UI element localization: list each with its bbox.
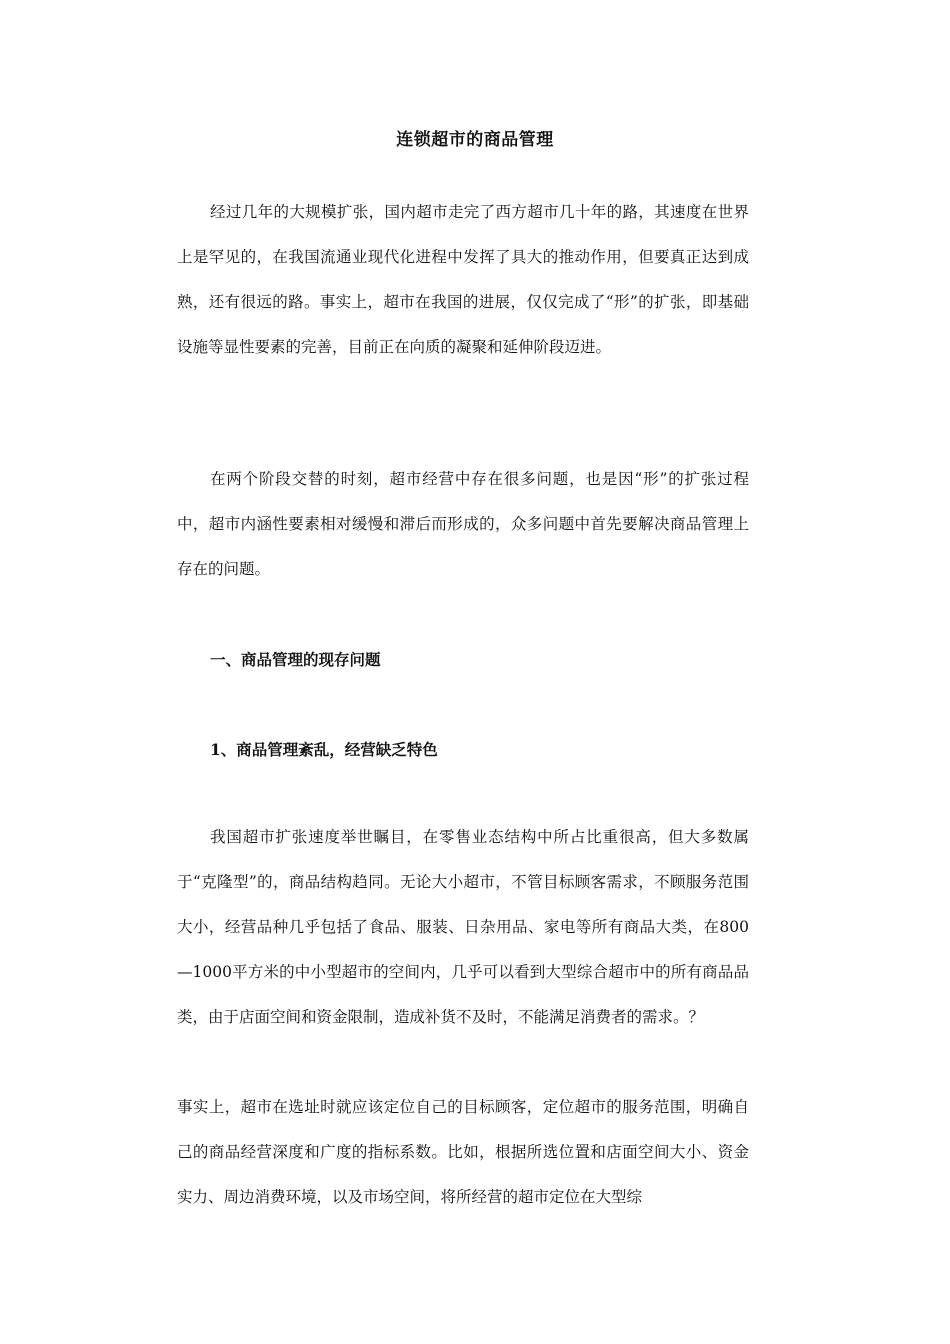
paragraph-transition: 在两个阶段交替的时刻，超市经营中存在很多问题，也是因“形”的扩张过程中，超市内涵性要素相对缓慢和滞后而形成的，众多问题中首先要解决商品管理上存在的问题。: [177, 470, 749, 578]
paragraph-expansion: 经过几年的大规模扩张，国内超市走完了西方超市几十年的路，其速度在世界上是罕见的，在我国流通业现代化进程中发挥了具大的推动作用，但要真正达到成熟，还有很远的路。事实上，超市在我国的进展，仅仅完成了“形”的扩张，即基础设施等显性要素的完善，目前正在向质的凝聚和延伸阶段迈进。: [177, 203, 749, 356]
section-heading: 一、商品管理的现存问题: [210, 650, 381, 669]
subsection-heading: 1、商品管理紊乱，经营缺乏特色: [210, 740, 438, 759]
document-title: 连锁超市的商品管理: [396, 130, 554, 150]
paragraph-positioning: 事实上，超市在选址时就应该定位自己的目标顾客，定位超市的服务范围，明确自己的商品经营深度和广度的指标系数。比如，根据所选位置和店面空间大小、资金实力、周边消费环境，以及市场空间，将所经营的超市定位在大型综: [177, 1098, 749, 1206]
paragraph-problems: 我国超市扩张速度举世瞩目，在零售业态结构中所占比重很高，但大多数属于“克隆型”的，商品结构趋同。无论大小超市，不管目标顾客需求，不顾服务范围大小，经营品种几乎包括了食品、服装、日杂用品、家电等所有商品大类，在800—1000平方米的中小型超市的空间内，几乎可以看到大型综合超市中的所有商品品类，由于店面空间和资金限制，造成补货不及时，不能满足消费者的需求。？: [177, 828, 749, 1026]
